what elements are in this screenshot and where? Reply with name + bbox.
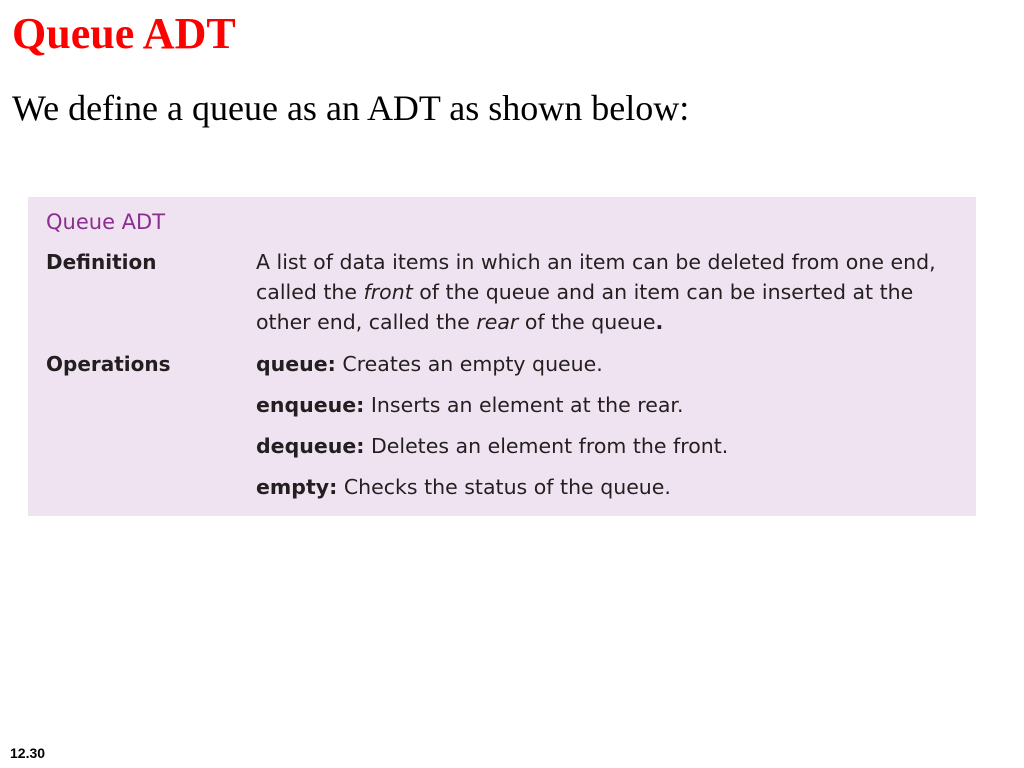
operation-item xyxy=(256,472,956,502)
operations-row xyxy=(46,349,956,502)
definition-text-part: of the queue and an item can be inserted at the other end, called the xyxy=(256,280,914,334)
operation-name: dequeue: xyxy=(256,434,365,458)
operation-item xyxy=(256,431,956,461)
adt-box-title: Queue ADT xyxy=(46,210,166,234)
operations-list xyxy=(256,349,956,502)
operation-name: queue: xyxy=(256,352,336,376)
definition-label: Definition xyxy=(46,250,157,274)
front-term: front xyxy=(363,280,413,304)
operations-label: Operations xyxy=(46,352,171,376)
queue-adt-box xyxy=(28,197,976,516)
operation-name: enqueue: xyxy=(256,393,365,417)
operation-description: Checks the status of the queue. xyxy=(337,475,671,499)
intro-text: We define a queue as an ADT as shown below: xyxy=(12,88,690,128)
definition-end-mark: . xyxy=(655,310,664,334)
definition-row xyxy=(46,247,956,337)
operation-name: empty: xyxy=(256,475,338,499)
slide-number: 12.30 xyxy=(10,745,46,761)
operation-description: Inserts an element at the rear. xyxy=(364,393,684,417)
definition-text-part: A list of data items in which an item can be deleted from one end, called the xyxy=(256,250,936,304)
definition-text-part: of the queue xyxy=(518,310,656,334)
rear-term: rear xyxy=(476,310,519,334)
operation-item xyxy=(256,390,956,420)
operation-item xyxy=(256,349,956,379)
operation-description: Deletes an element from the front. xyxy=(364,434,729,458)
definition-text xyxy=(256,247,956,337)
slide-title: Queue ADT xyxy=(12,9,236,58)
operation-description: Creates an empty queue. xyxy=(335,352,603,376)
